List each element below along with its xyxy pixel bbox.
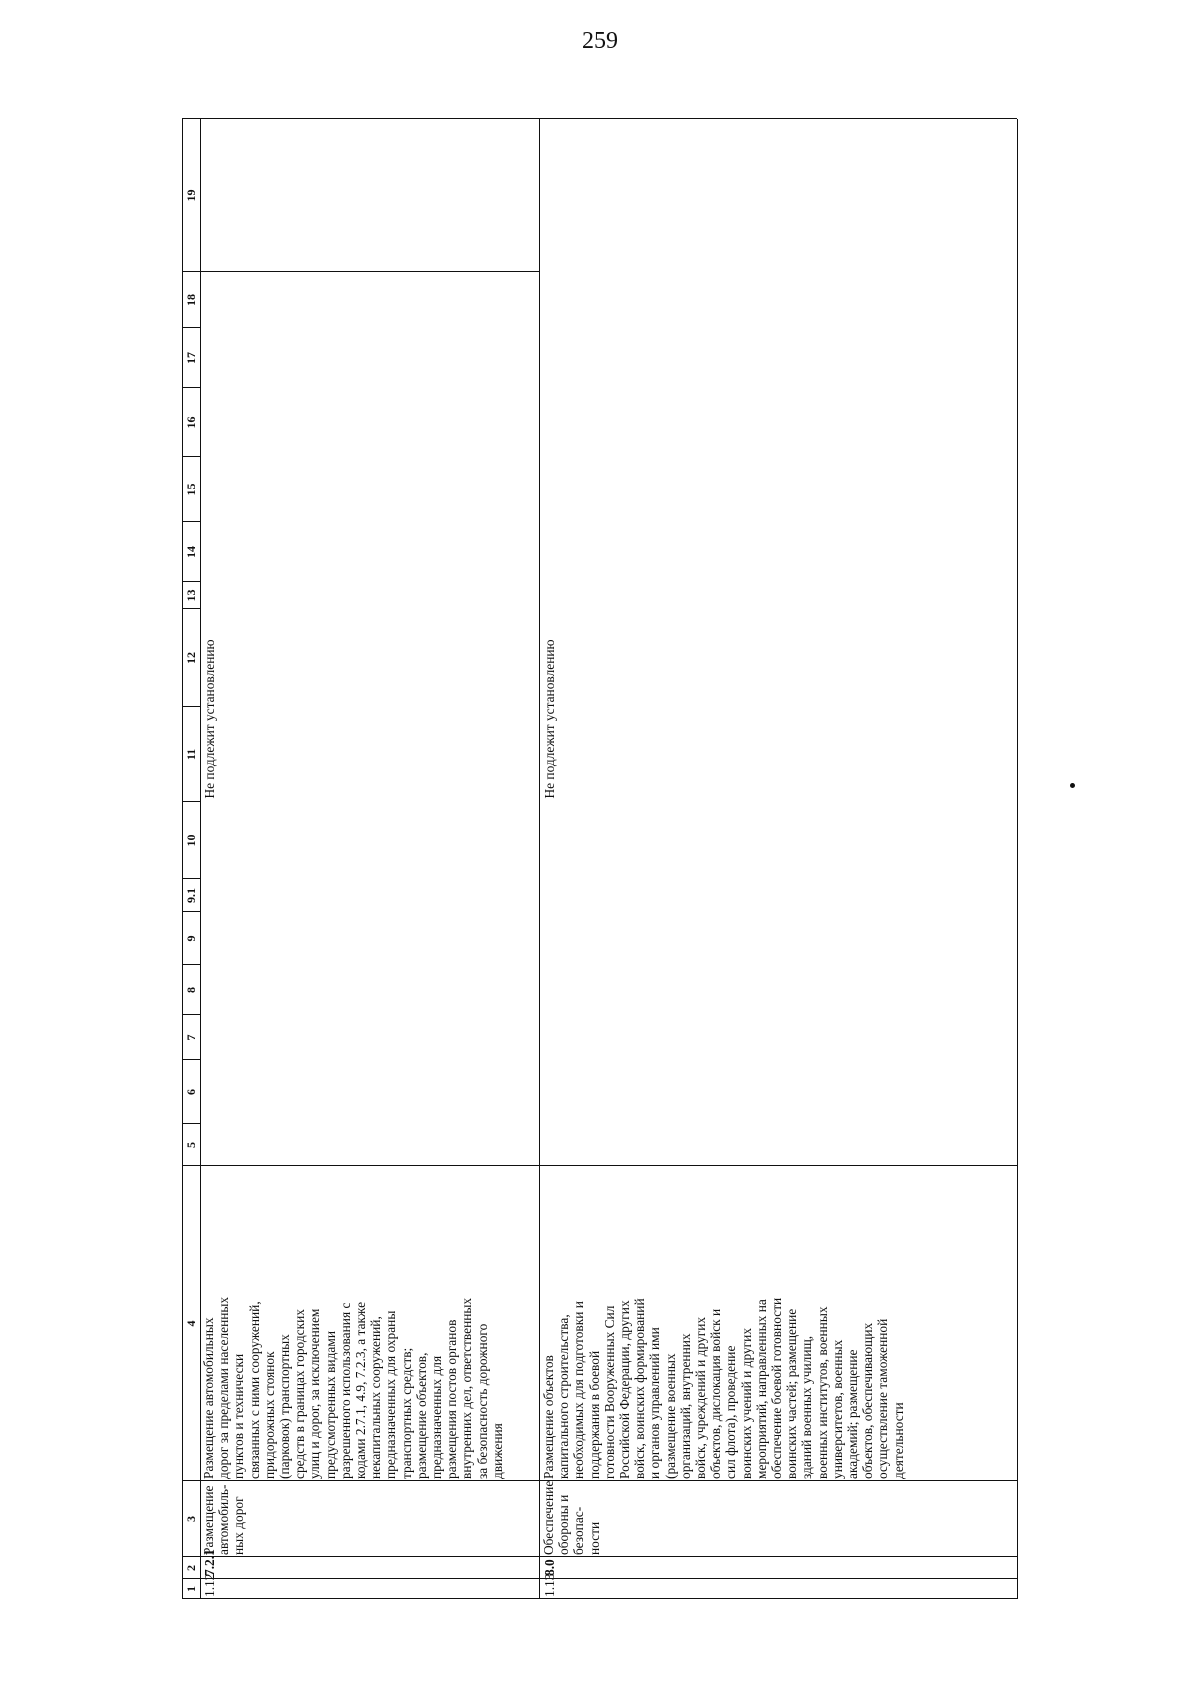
col-header: 19: [184, 189, 198, 202]
col-header: 18: [184, 294, 198, 306]
col-header: 8: [184, 987, 198, 993]
rotated-table: [182, 119, 1017, 1599]
col-header: 11: [184, 748, 198, 761]
table-border-bottom: [1017, 119, 1018, 1599]
row-name: Обеспечение обороны и безопас- ности: [541, 1480, 602, 1555]
col19-bottom-rule: [539, 119, 540, 272]
page-number: 259: [582, 28, 618, 54]
stray-dot: [1070, 783, 1075, 788]
row-code: 8.0: [542, 1559, 557, 1576]
col-header: 3: [184, 1516, 198, 1522]
col-header: 4: [184, 1320, 198, 1327]
col-header: 9.1: [184, 888, 198, 903]
col-header: 14: [184, 546, 198, 558]
row-description: Размещение автомобильных дорог за пределами населенных пунктов и технически связанных с ними сооружений, придорожных стоянок (парковок) транспортных средств в границах городских улиц и дорог, за исключением предусмотренных видами разрешенного использования с кодами 2.7.1, 4.9, 7.2.3, а также некапитальных сооружений, предназначенных для охраны транспортных средств; размещение объектов, предназначенных для размещения постов органов внутренних дел, ответственных за безопасность дорожного движения: [201, 1296, 505, 1479]
col-header: 5: [184, 1142, 198, 1148]
col-header: 17: [184, 352, 198, 364]
col-header: 2: [184, 1565, 198, 1571]
col-header: 15: [184, 483, 198, 496]
col-rule: [182, 1578, 1017, 1579]
table-border-right: [182, 118, 1017, 119]
col-header: 1: [184, 1586, 198, 1592]
row-number: 1.13: [542, 1573, 557, 1597]
col-header: 16: [184, 416, 198, 429]
row-name: Размещение автомобиль- ных дорог: [201, 1484, 247, 1555]
col-header: 7: [184, 1034, 198, 1041]
col-header: 9: [184, 935, 198, 942]
col-header: 10: [184, 834, 198, 847]
row-description: Размещение объектов капитального строительства, необходимых для подготовки и поддержания в боевой готовности Вооруженных Сил Российской Федерации, других войск, воинских формирований и органов управлений ими (размещение военных организаций, внутренних войск, учреждений и других объектов, дислокация войск и сил флота), проведение воинских учений и других мероприятий, направленных на обеспечение боевой готовности воинских частей; размещение зданий военных училищ, военных институтов, военных университетов, военных академий; размещение объектов, обеспечивающих осуществление таможенной деятельности: [541, 1297, 906, 1479]
col-header: 12: [184, 652, 198, 664]
row-number: 1.12: [202, 1573, 217, 1597]
table-border-left: [182, 1598, 1017, 1599]
row-separator: [539, 119, 540, 1599]
row-parameters: Не подлежит установлению: [542, 639, 557, 799]
col-rule: [182, 1556, 1017, 1557]
col-header: 13: [184, 589, 198, 602]
col19-rule: [200, 271, 539, 272]
row-parameters: Не подлежит установлению: [202, 639, 217, 799]
row-code: 7.2.1: [202, 1549, 217, 1576]
col-header: 6: [184, 1089, 198, 1095]
